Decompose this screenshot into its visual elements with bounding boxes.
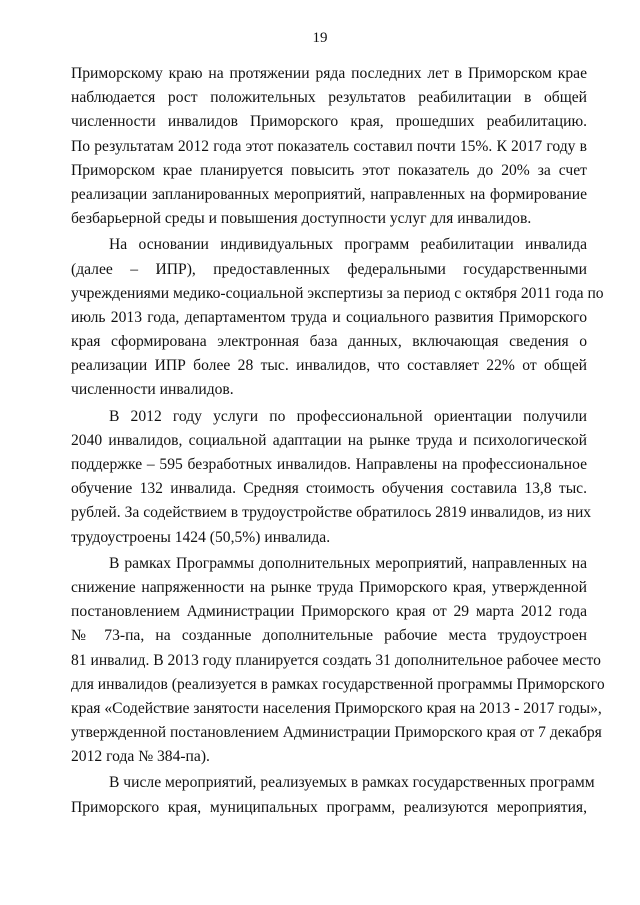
- text-line: № 73-па, на созданные дополнительные рабочие места трудоустроен: [71, 627, 587, 645]
- text-line: реализации ИПР более 28 тыс. инвалидов, что составляет 22% от общей: [71, 357, 587, 375]
- text-line: наблюдается рост положительных результатов реабилитации в общей: [71, 89, 587, 107]
- text-line: (далее – ИПР), предоставленных федеральными государственными: [71, 260, 587, 278]
- text-line: численности инвалидов Приморского края, прошедших реабилитацию.: [71, 113, 587, 131]
- text-line: утвержденной постановлением Администрации Приморского края от 7 декабря: [71, 724, 602, 742]
- paragraph: [71, 552, 605, 770]
- text-line: 81 инвалид. В 2013 году планируется создать 31 дополнительное рабочее место: [71, 651, 601, 669]
- text-line: Приморскому краю на протяжении ряда последних лет в Приморском крае: [71, 65, 587, 82]
- text-line: июль 2013 года, департаментом труда и социального развития Приморского: [71, 308, 587, 326]
- text-line: трудоустроены 1424 (50,5%) инвалида.: [71, 528, 331, 546]
- text-line: учреждениями медико-социальной экспертизы за период с октября 2011 года по: [71, 284, 604, 302]
- text-line: обучение 132 инвалида. Средняя стоимость обучения составила 13,8 тыс.: [71, 480, 587, 498]
- text-line: В рамках Программы дополнительных мероприятий, направленных на: [109, 554, 587, 572]
- text-line: снижение напряженности на рынке труда Приморского края, утвержденной: [71, 578, 587, 596]
- text-line: Приморского края, муниципальных программ, реализуются мероприятия,: [71, 798, 587, 816]
- text-line: поддержке – 595 безработных инвалидов. Направлены на профессиональное: [71, 456, 587, 473]
- text-line: для инвалидов (реализуется в рамках государственной программы Приморского: [71, 675, 605, 693]
- text-line: реализации запланированных мероприятий, направленных на формирование: [71, 185, 587, 203]
- text-line: 2012 года № 384-па).: [71, 748, 210, 766]
- text-line: рублей. За содействием в трудоустройстве обратилось 2819 инвалидов, из них: [71, 504, 592, 522]
- paragraph: [71, 405, 592, 550]
- text-line: По результатам 2012 года этот показатель составил почти 15%. К 2017 году в: [71, 137, 587, 155]
- text-line: В 2012 году услуги по профессиональной ориентации получили: [109, 407, 587, 425]
- page-number: 19: [312, 30, 328, 46]
- text-line: Приморском крае планируется повысить этот показатель до 20% за счет: [71, 161, 587, 179]
- text-line: В числе мероприятий, реализуемых в рамках государственных программ: [109, 774, 595, 792]
- document-body: [71, 62, 605, 820]
- paragraph: [71, 771, 595, 819]
- text-line: 2040 инвалидов, социальной адаптации на рынке труда и психологической: [71, 431, 587, 449]
- paragraph: [71, 62, 587, 231]
- text-line: края «Содействие занятости населения Приморского края на 2013 - 2017 годы»,: [71, 699, 602, 717]
- paragraph: [71, 233, 604, 402]
- text-line: безбарьерной среды и повышения доступности услуг для инвалидов.: [71, 210, 532, 228]
- text-line: края сформирована электронная база данных, включающая сведения о: [71, 333, 587, 351]
- text-line: численности инвалидов.: [71, 381, 234, 399]
- text-line: На основании индивидуальных программ реабилитации инвалида: [109, 236, 587, 254]
- text-line: постановлением Администрации Приморского края от 29 марта 2012 года: [71, 603, 587, 621]
